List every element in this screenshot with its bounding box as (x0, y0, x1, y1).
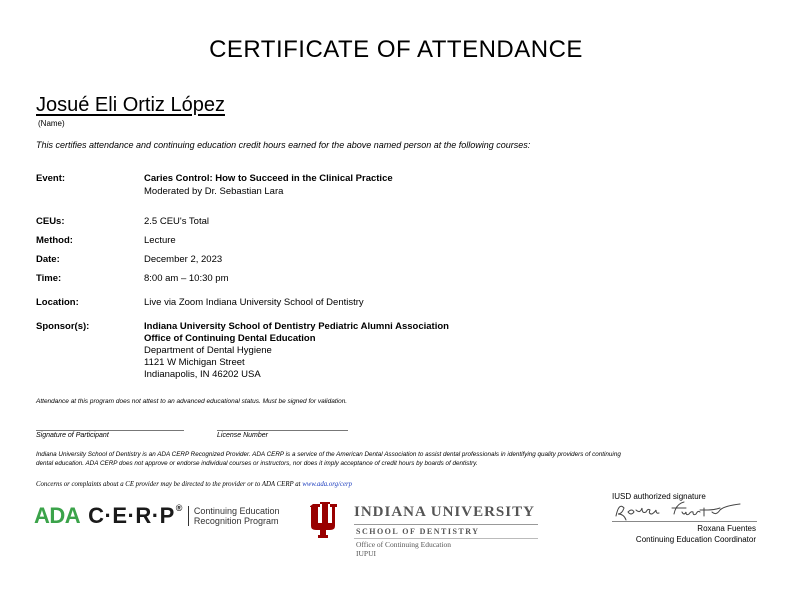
authorized-signature-line (612, 521, 757, 522)
ada-statement-line: Indiana University School of Dentistry is an ADA CERP Recognized Provider. ADA CERP is a service of the American Dental Association to assist dental professionals in identifying quality providers of continuing (36, 451, 621, 458)
intro-text: This certifies attendance and continuing education credit hours earned for the above named person at the following courses: (36, 140, 531, 150)
time-value: 8:00 am – 10:30 pm (144, 273, 229, 284)
sponsor-line: 1121 W Michigan Street (144, 357, 245, 368)
iu-office: Office of Continuing Education (356, 540, 452, 549)
ceus-label: CEUs: (36, 216, 65, 227)
location-value: Live via Zoom Indiana University School of Dentistry (144, 297, 364, 308)
iu-divider (354, 538, 538, 539)
cerp-subtitle (188, 506, 280, 526)
event-title: Caries Control: How to Succeed in the Clinical Practice (144, 173, 393, 184)
registered-mark: ® (175, 503, 183, 513)
signer-role: Continuing Education Coordinator (635, 535, 756, 544)
cerp-subtitle-line: Recognition Program (193, 516, 279, 526)
iu-school: SCHOOL OF DENTISTRY (356, 527, 480, 536)
cerp-subtitle-line: Continuing Education (193, 506, 280, 516)
location-label: Location: (36, 297, 79, 308)
event-moderator: Moderated by Dr. Sebastian Lara (144, 186, 284, 197)
signer-name: Roxana Fuentes (697, 524, 756, 533)
certificate-title: CERTIFICATE OF ATTENDANCE (209, 36, 583, 63)
authorized-signature-label: IUSD authorized signature (612, 492, 706, 501)
ada-cerp-logo (34, 500, 279, 532)
validation-disclaimer: Attendance at this program does not attest to an advanced educational status. Must be signed for validation. (36, 398, 348, 405)
sponsor-line: Department of Dental Hygiene (144, 345, 272, 356)
method-value: Lecture (144, 235, 176, 246)
participant-signature-line (36, 430, 184, 431)
sponsor-line: Office of Continuing Dental Education (144, 333, 316, 344)
iu-divider (354, 524, 538, 525)
date-label: Date: (36, 254, 60, 265)
indiana-university-logo (308, 498, 548, 560)
participant-signature-label: Signature of Participant (36, 432, 109, 439)
iu-trident-icon (310, 502, 340, 538)
license-number-line (217, 430, 348, 431)
participant-name: Josué Eli Ortiz López (36, 94, 225, 116)
event-label: Event: (36, 173, 66, 184)
sponsor-line: Indianapolis, IN 46202 USA (144, 369, 261, 380)
ada-cerp-link[interactable]: www.ada.org/cerp (302, 481, 353, 488)
concerns-text: Concerns or complaints about a CE provider may be directed to the provider or to ADA CERP at (36, 481, 301, 488)
ada-statement-line: dental education. ADA CERP does not approve or endorse individual courses or instructors, nor does it imply acceptance of credit hours by boards of dentistry. (36, 460, 478, 467)
iu-iupui: IUPUI (356, 549, 376, 558)
license-number-label: License Number (217, 432, 268, 439)
ceus-value: 2.5 CEU's Total (144, 216, 210, 227)
ada-cerp-statement (36, 450, 696, 468)
iu-name: INDIANA UNIVERSITY (354, 504, 535, 520)
cerp-logo-text (88, 503, 183, 529)
concerns-note (36, 481, 352, 488)
method-label: Method: (36, 235, 73, 246)
time-label: Time: (36, 273, 62, 284)
sponsor-line: Indiana University School of Dentistry Pediatric Alumni Association (144, 321, 449, 332)
sponsor-label: Sponsor(s): (36, 321, 90, 332)
name-label: (Name) (38, 119, 65, 128)
ada-logo-text: ADA (34, 503, 81, 528)
date-value: December 2, 2023 (144, 254, 223, 265)
handwritten-signature (612, 498, 757, 522)
cerp-letters: C·E·R·P (88, 503, 175, 528)
